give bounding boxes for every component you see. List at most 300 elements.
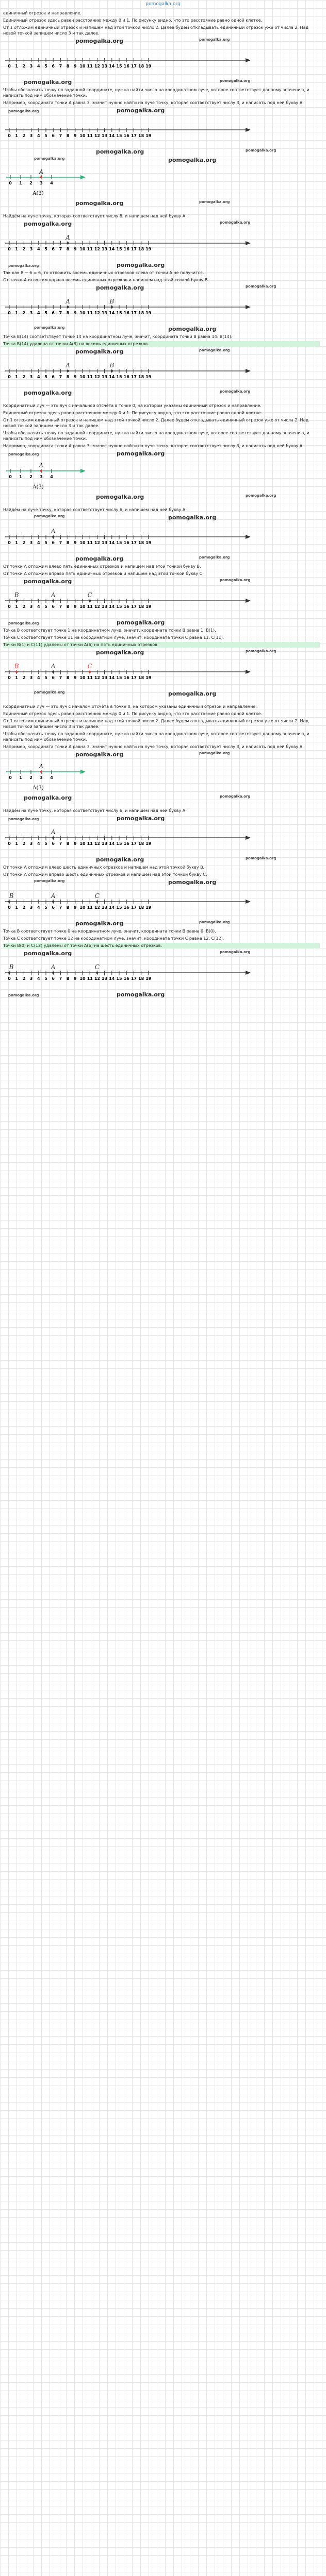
paragraph: Например, координата точки A равна 3, значит нужно найти на луче точку, которая соответствует числу 3, и написать под ней букву A. <box>3 744 304 749</box>
point-label: A <box>39 763 43 770</box>
tick-label: 1 <box>15 604 18 609</box>
tick-label: 9 <box>74 133 77 138</box>
watermark-row <box>3 107 320 115</box>
ray-arrow-icon <box>246 971 251 975</box>
tick-label: 1 <box>15 375 18 379</box>
tick-label: 2 <box>22 540 26 545</box>
paragraph: Единичный отрезок здесь равен расстоянию между 0 и 1. По рисунку видно, что это расстояние равно одной клетке. <box>3 411 263 415</box>
watermark: pomogalka.org <box>220 794 251 799</box>
watermark: pomogalka.org <box>24 221 72 227</box>
coordinate-ray <box>3 526 320 552</box>
tick-label: 5 <box>44 375 47 379</box>
tick-label: 0 <box>8 311 11 315</box>
watermark: pomogalka.org <box>8 452 39 456</box>
watermark-row <box>3 690 320 699</box>
coordinate-ray <box>3 826 320 853</box>
tick-label: 3 <box>29 604 33 609</box>
tick-label: 16 <box>123 976 129 981</box>
tick-label: 14 <box>109 375 115 379</box>
coordinate-ray-figure <box>3 589 320 616</box>
coordinate-ray-figure <box>3 232 320 259</box>
paragraph-group <box>3 10 320 36</box>
paragraph: От 1 отложим единичный отрезок и напишем над этой точкой число 2. Далее будем откладывать единичный отрезок уже от числа 2. Над новой точкой запишем число 3 и так далее. <box>3 719 308 729</box>
tick-label: 14 <box>109 133 115 138</box>
watermark-row <box>3 148 320 157</box>
point-label: C <box>94 963 100 971</box>
watermark-row <box>3 920 320 928</box>
point-label: A <box>39 168 43 175</box>
coordinate-ray-figure <box>3 118 320 145</box>
paragraph-group <box>3 87 320 106</box>
tick-label: 8 <box>66 604 70 609</box>
coordinate-ray-figure <box>3 49 320 76</box>
coordinate-ray-figure <box>3 360 320 386</box>
ray-arrow-icon <box>246 305 251 309</box>
tick-label: 14 <box>109 64 115 69</box>
tick-label: 7 <box>59 841 62 846</box>
tick-label: 3 <box>29 976 33 981</box>
tick-label: 10 <box>79 375 86 379</box>
tick-label: 17 <box>131 976 137 981</box>
watermark-row <box>3 619 320 628</box>
tick-label: 9 <box>74 311 77 315</box>
tick-label: 7 <box>59 311 62 315</box>
tick-label: 8 <box>66 375 70 379</box>
tick-label: 0 <box>9 775 12 780</box>
paragraph: Чтобы обозначить точку по заданной координате, нужно найти число на координатном луче, которое соответствует данному значению, и написать под ним обозначение точки. <box>3 88 309 98</box>
tick-label: 4 <box>37 976 40 981</box>
tick-label: 8 <box>66 905 70 910</box>
tick-label: 3 <box>29 247 33 251</box>
ray-arrow-icon <box>246 900 251 904</box>
tick-label: 17 <box>131 133 137 138</box>
paragraph: Найдём на луче точку, которая соответствует числу 6, и напишем над ней букву A. <box>3 507 187 512</box>
tick-label: 14 <box>109 905 115 910</box>
ray-arrow-icon <box>246 369 251 373</box>
tick-label: 2 <box>22 841 26 846</box>
site-link[interactable]: pomogalka.org <box>145 2 181 7</box>
tick-label: 5 <box>44 675 47 680</box>
tick-label: 2 <box>29 775 32 780</box>
watermark: pomogalka.org <box>199 751 230 755</box>
tick-label: 2 <box>22 133 26 138</box>
tick-label: 17 <box>131 905 137 910</box>
tick-label: 13 <box>102 247 108 251</box>
tick-label: 14 <box>109 247 115 251</box>
watermark: pomogalka.org <box>24 794 72 801</box>
paragraph-group <box>3 403 320 449</box>
tick-label: 12 <box>94 64 100 69</box>
tick-label: 12 <box>94 375 100 379</box>
tick-label: 11 <box>87 133 93 138</box>
tick-label: 5 <box>44 247 47 251</box>
tick-label: 14 <box>109 540 115 545</box>
tick-label: 16 <box>123 905 129 910</box>
tick-label: 0 <box>8 675 11 680</box>
tick-label: 18 <box>138 133 144 138</box>
tick-label: 8 <box>66 311 70 315</box>
paragraph: От 1 отложим единичный отрезок и напишем над этой точкой число 2. Далее будем откладывать единичный отрезок уже от числа 2. Над новой точкой запишем число 3 и так далее. <box>3 25 308 36</box>
watermark: pomogalka.org <box>168 879 217 886</box>
tick-label: 1 <box>15 841 18 846</box>
tick-label: 12 <box>94 540 100 545</box>
tick-label: 9 <box>74 540 77 545</box>
coordinate-ray <box>3 589 320 616</box>
tick-label: 13 <box>102 64 108 69</box>
tick-label: 17 <box>131 247 137 251</box>
tick-label: 3 <box>29 540 33 545</box>
tick-label: 3 <box>29 841 33 846</box>
coordinate-ray <box>3 360 320 386</box>
tick-label: 0 <box>9 181 12 185</box>
tick-label: 18 <box>138 675 144 680</box>
watermark-row <box>3 815 320 823</box>
tick-label: 14 <box>109 976 115 981</box>
paragraph: От точки A отложим вправо шесть единичных отрезков и напишем над этой точкой букву C. <box>3 872 207 877</box>
point-marker <box>52 536 54 538</box>
tick-label: 0 <box>8 540 11 545</box>
short-ray-figure <box>3 762 320 791</box>
coordinate-ray-figure <box>3 660 320 687</box>
tick-label: 7 <box>59 604 62 609</box>
paragraph-group <box>3 270 320 283</box>
paragraph: Чтобы обозначить точку по заданной координате, нужно найти число на координатном луче, которое соответствует данному значению, и написать под ним обозначение точки. <box>3 431 309 441</box>
watermark: pomogalka.org <box>75 555 124 562</box>
paragraph-group <box>3 334 320 347</box>
tick-label: 6 <box>52 133 55 138</box>
tick-label: 17 <box>131 675 137 680</box>
watermark-row <box>3 494 320 502</box>
point-label: A <box>51 663 56 670</box>
tick-label: 0 <box>9 474 12 479</box>
paragraph: Точки B(0) и C(12) удалены от точки A(6) на шесть единичных отрезков. <box>3 943 320 948</box>
tick-label: 9 <box>74 247 77 251</box>
tick-label: 12 <box>94 247 100 251</box>
tick-label: 0 <box>8 375 11 379</box>
tick-label: 11 <box>87 540 93 545</box>
point-label: B <box>9 963 14 971</box>
point-marker <box>89 671 91 673</box>
paragraph: Координатный луч — это луч с началом отсчёта в точке 0, на котором указаны единичный отрезок и направление. <box>3 704 257 709</box>
tick-label: 7 <box>59 976 62 981</box>
watermark-row <box>3 200 320 208</box>
point-caption: A(3) <box>32 785 44 791</box>
watermark-row <box>3 38 320 46</box>
point-label: B <box>14 591 19 599</box>
tick-label: 13 <box>102 133 108 138</box>
tick-label: 16 <box>123 133 129 138</box>
tick-label: 14 <box>109 311 115 315</box>
watermark: pomogalka.org <box>220 221 251 225</box>
paragraph: Так как 8 − 6 = 6, то отложить восемь единичных отрезков слева от точки A не получится. <box>3 270 204 275</box>
solution-section <box>3 808 320 999</box>
tick-label: 0 <box>8 133 11 138</box>
solution-section <box>3 403 320 502</box>
coordinate-ray <box>3 660 320 687</box>
tick-label: 16 <box>123 247 129 251</box>
watermark-row <box>3 649 320 657</box>
tick-label: 10 <box>79 64 86 69</box>
point-marker <box>111 306 113 308</box>
tick-label: 5 <box>44 976 47 981</box>
watermark: pomogalka.org <box>24 950 72 957</box>
tick-label: 15 <box>116 841 122 846</box>
tick-label: 3 <box>29 675 33 680</box>
watermark: pomogalka.org <box>96 148 144 155</box>
watermark: pomogalka.org <box>75 348 124 355</box>
watermark-row <box>3 284 320 293</box>
tick-label: 15 <box>116 311 122 315</box>
tick-label: 4 <box>37 540 40 545</box>
ray-arrow-icon <box>246 58 251 62</box>
tick-label: 18 <box>138 247 144 251</box>
point-label: A <box>51 591 56 599</box>
short-ray-figure <box>3 168 320 197</box>
tick-label: 6 <box>52 311 55 315</box>
tick-label: 8 <box>66 841 70 846</box>
watermark-row <box>3 262 320 270</box>
page-content <box>3 10 320 1005</box>
tick-label: 1 <box>19 181 22 185</box>
tick-label: 13 <box>102 675 108 680</box>
watermark-row <box>3 221 320 229</box>
point-marker <box>67 370 69 372</box>
tick-label: 4 <box>37 247 40 251</box>
tick-label: 1 <box>15 976 18 981</box>
tick-label: 16 <box>123 375 129 379</box>
point-marker <box>89 600 91 602</box>
watermark: pomogalka.org <box>34 879 65 883</box>
tick-label: 3 <box>29 375 33 379</box>
watermark: pomogalka.org <box>75 38 124 44</box>
watermark: pomogalka.org <box>117 619 165 626</box>
tick-label: 15 <box>116 247 122 251</box>
paragraph: Например, координата точки A равна 3, значит нужно найти на луче точку, которая соответствует числу 3, и написать под ней букву A. <box>3 444 304 448</box>
watermark-row <box>3 326 320 334</box>
coordinate-ray <box>3 232 320 259</box>
tick-label: 19 <box>145 905 152 910</box>
point-label: B <box>109 298 115 305</box>
ray-arrow-icon <box>246 836 251 840</box>
tick-label: 4 <box>37 841 40 846</box>
tick-label: 15 <box>116 976 122 981</box>
tick-label: 4 <box>37 133 40 138</box>
tick-label: 0 <box>8 976 11 981</box>
tick-label: 5 <box>44 841 47 846</box>
tick-label: 14 <box>109 604 115 609</box>
watermark: pomogalka.org <box>117 815 165 822</box>
tick-label: 0 <box>8 64 11 69</box>
point-label: A <box>51 528 56 535</box>
solution-section <box>3 704 320 803</box>
tick-label: 18 <box>138 540 144 545</box>
tick-label: 12 <box>94 841 100 846</box>
point-marker <box>8 972 10 974</box>
paragraph: От точки A отложим влево пять единичных отрезков и напишем над этой точкой букву B. <box>3 564 201 569</box>
tick-label: 2 <box>22 675 26 680</box>
paragraph: От 1 отложим единичный отрезок и напишем над этой точкой число 2. Далее будем откладывать единичный отрезок уже от числа 2. Над новой точкой запишем число 3 и так далее. <box>3 418 308 428</box>
tick-label: 6 <box>52 905 55 910</box>
tick-label: 3 <box>40 474 43 479</box>
tick-label: 6 <box>52 540 55 545</box>
coordinate-ray <box>3 118 320 145</box>
paragraph-group <box>3 564 320 577</box>
tick-label: 0 <box>8 247 11 251</box>
paragraph-group <box>3 628 320 648</box>
coordinate-ray-figure <box>3 296 320 323</box>
point-marker <box>52 671 54 673</box>
tick-label: 18 <box>138 604 144 609</box>
tick-label: 9 <box>74 841 77 846</box>
tick-label: 3 <box>29 64 33 69</box>
tick-label: 11 <box>87 675 93 680</box>
coordinate-ray-figure <box>3 826 320 853</box>
point-label: B <box>9 892 14 900</box>
tick-label: 11 <box>87 64 93 69</box>
coordinate-ray <box>3 49 320 76</box>
tick-label: 11 <box>87 604 93 609</box>
tick-label: 18 <box>138 905 144 910</box>
paragraph: единичный отрезок и направление. <box>3 11 82 15</box>
watermark-row <box>3 514 320 522</box>
tick-label: 16 <box>123 675 129 680</box>
tick-label: 2 <box>22 604 26 609</box>
tick-label: 5 <box>44 64 47 69</box>
tick-label: 4 <box>37 311 40 315</box>
ray-arrow-icon <box>80 175 86 179</box>
tick-label: 1 <box>15 905 18 910</box>
tick-label: 17 <box>131 604 137 609</box>
tick-label: 10 <box>79 905 86 910</box>
tick-label: 8 <box>66 133 70 138</box>
watermark: pomogalka.org <box>75 751 124 758</box>
watermark: pomogalka.org <box>34 157 65 161</box>
tick-label: 15 <box>116 540 122 545</box>
tick-label: 5 <box>44 604 47 609</box>
tick-label: 10 <box>79 247 86 251</box>
tick-label: 18 <box>138 976 144 981</box>
tick-label: 19 <box>145 247 152 251</box>
tick-label: 16 <box>123 540 129 545</box>
tick-label: 6 <box>52 604 55 609</box>
tick-label: 17 <box>131 540 137 545</box>
watermark: pomogalka.org <box>199 555 230 560</box>
tick-label: 5 <box>44 905 47 910</box>
tick-label: 9 <box>74 604 77 609</box>
tick-label: 6 <box>52 247 55 251</box>
tick-label: 8 <box>66 64 70 69</box>
point-label: A <box>51 892 56 900</box>
tick-label: 7 <box>59 540 62 545</box>
tick-label: 17 <box>131 841 137 846</box>
tick-label: 3 <box>29 311 33 315</box>
tick-label: 16 <box>123 604 129 609</box>
tick-label: 19 <box>145 841 152 846</box>
paragraph: Точка B соответствует точке 0 на координатном луче, значит, координата точки B равна 0: B(0). <box>3 929 216 934</box>
tick-label: 19 <box>145 540 152 545</box>
tick-label: 17 <box>131 375 137 379</box>
point-label: A <box>66 298 70 305</box>
paragraph: Чтобы обозначить точку по заданной координате, нужно найти число на координатном луче, которое соответствует данному значению, и написать под ним обозначение точки. <box>3 732 309 742</box>
point-marker <box>52 972 54 974</box>
watermark: pomogalka.org <box>8 993 39 997</box>
point-label: C <box>87 591 92 599</box>
paragraph: Точка C соответствует точке 12 на координатном луче, значит, координата точки C равна 12: C(12). <box>3 936 224 941</box>
tick-label: 0 <box>8 604 11 609</box>
coordinate-ray-figure <box>3 961 320 988</box>
tick-label: 6 <box>52 976 55 981</box>
watermark: pomogalka.org <box>34 514 65 518</box>
watermark: pomogalka.org <box>8 264 39 268</box>
tick-label: 1 <box>19 474 22 479</box>
tick-label: 11 <box>87 976 93 981</box>
point-marker <box>96 901 98 903</box>
watermark: pomogalka.org <box>199 38 230 42</box>
watermark: pomogalka.org <box>24 389 72 396</box>
tick-label: 12 <box>94 604 100 609</box>
point-label: A <box>66 362 70 369</box>
tick-label: 2 <box>22 375 26 379</box>
point-marker <box>8 901 10 903</box>
tick-label: 3 <box>40 181 43 185</box>
tick-label: 11 <box>87 841 93 846</box>
point-label: B <box>109 362 115 369</box>
tick-label: 18 <box>138 64 144 69</box>
watermark: pomogalka.org <box>117 107 165 114</box>
tick-label: 7 <box>59 64 62 69</box>
tick-label: 11 <box>87 375 93 379</box>
tick-label: 15 <box>116 604 122 609</box>
paragraph: Единичный отрезок здесь равен расстоянию между 0 и 1. По рисунку видно, что это расстояние равно одной клетке. <box>3 711 263 716</box>
tick-label: 4 <box>37 64 40 69</box>
tick-label: 19 <box>145 604 152 609</box>
paragraph: Например, координата точки A равна 3, значит нужно найти на луче точку, которая соответствует числу 3, и написать под ней букву A. <box>3 100 304 105</box>
tick-label: 13 <box>102 604 108 609</box>
short-coordinate-ray <box>3 462 320 490</box>
tick-label: 8 <box>66 675 70 680</box>
tick-label: 16 <box>123 64 129 69</box>
tick-label: 14 <box>109 675 115 680</box>
tick-label: 4 <box>50 474 53 479</box>
tick-label: 18 <box>138 311 144 315</box>
tick-label: 13 <box>102 311 108 315</box>
watermark-row <box>3 450 320 459</box>
point-label: B <box>14 663 19 670</box>
paragraph-group <box>3 808 320 814</box>
tick-label: 11 <box>87 311 93 315</box>
paragraph: Найдём на луче точку, которая соответствует числу 8, и напишем над ней букву A. <box>3 214 187 218</box>
watermark: pomogalka.org <box>199 200 230 204</box>
watermark: pomogalka.org <box>220 578 251 582</box>
tick-label: 12 <box>94 311 100 315</box>
tick-label: 5 <box>44 311 47 315</box>
tick-label: 18 <box>138 375 144 379</box>
tick-label: 0 <box>8 905 11 910</box>
tick-label: 19 <box>145 64 152 69</box>
tick-label: 6 <box>52 675 55 680</box>
tick-label: 15 <box>116 133 122 138</box>
tick-label: 2 <box>22 311 26 315</box>
watermark: pomogalka.org <box>117 262 165 268</box>
tick-label: 17 <box>131 311 137 315</box>
tick-label: 12 <box>94 133 100 138</box>
point-marker <box>52 600 54 602</box>
watermark-row <box>3 157 320 165</box>
tick-label: 4 <box>37 905 40 910</box>
coordinate-ray-figure <box>3 890 320 917</box>
tick-label: 9 <box>74 64 77 69</box>
watermark: pomogalka.org <box>34 326 65 330</box>
